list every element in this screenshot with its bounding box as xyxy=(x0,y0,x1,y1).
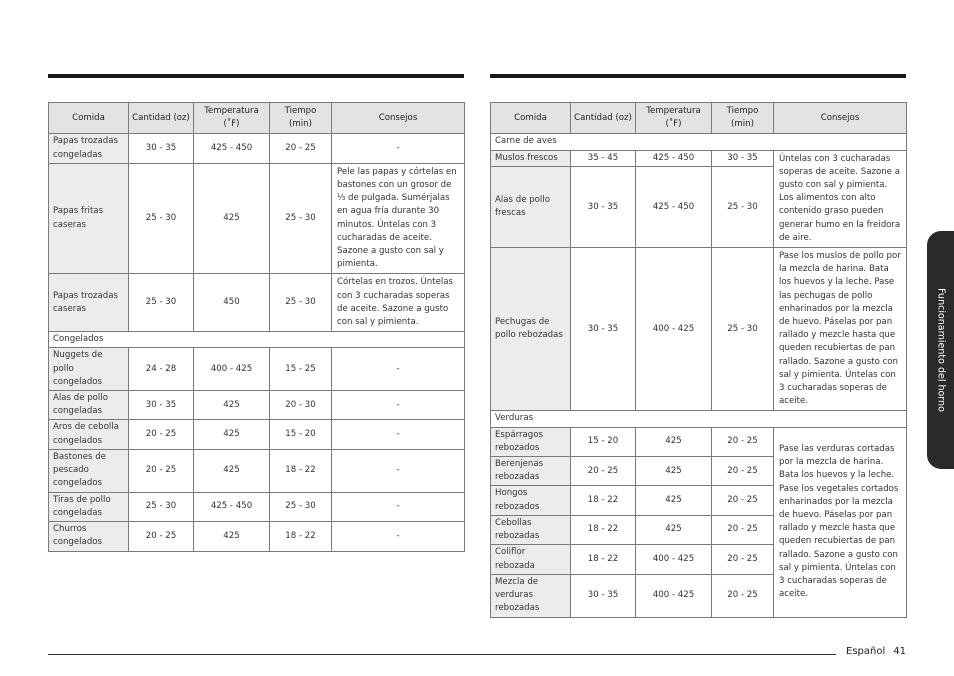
tips-cell: - xyxy=(332,492,465,521)
food-cell: Churros congelados xyxy=(49,522,129,551)
header-quantity: Cantidad (oz) xyxy=(571,103,636,134)
food-cell: Bastones de pescado congelados xyxy=(49,449,129,492)
food-cell: Tiras de pollo congeladas xyxy=(49,492,129,521)
quantity-cell: 25 - 30 xyxy=(129,492,194,521)
tips-cell: Pase las verduras cortadas por la mezcla de harina. Bata los huevos y la leche. Pase los vegetales cortados enharinados por la mezcla de huevo. Páselas por pan rallado y mezcle hasta que queden recubiertas de pan rallado. Sazone a gusto con sal y pimienta. Úntelas con 3 cucharadas soperas de aceite. xyxy=(774,427,907,617)
table-row xyxy=(491,150,907,167)
food-cell: Nuggets de pollo congelados xyxy=(49,348,129,391)
temperature-cell: 425 - 450 xyxy=(636,167,712,248)
table-row xyxy=(49,522,465,551)
section-label: Verduras xyxy=(491,411,907,427)
temperature-cell: 450 xyxy=(194,274,270,332)
top-rule-left xyxy=(48,74,464,78)
food-cell: Espárragos rebozados xyxy=(491,427,571,456)
quantity-cell: 15 - 20 xyxy=(571,427,636,456)
header-tips: Consejos xyxy=(332,103,465,134)
food-cell: Alas de pollo congeladas xyxy=(49,391,129,420)
quantity-cell: 30 - 35 xyxy=(129,134,194,163)
table-row xyxy=(49,492,465,521)
section-row xyxy=(491,411,907,427)
tips-cell: - xyxy=(332,420,465,449)
temperature-cell: 400 - 425 xyxy=(636,545,712,574)
section-label: Carne de aves xyxy=(491,134,907,150)
table-row xyxy=(491,248,907,411)
time-cell: 25 - 30 xyxy=(270,163,332,274)
table-row xyxy=(49,134,465,163)
quantity-cell: 25 - 30 xyxy=(129,163,194,274)
tips-cell: - xyxy=(332,391,465,420)
tips-cell: Pele las papas y córtelas en bastones con un grosor de ⅓ de pulgada. Sumérjalas en agua fría durante 30 minutos. Úntelas con 3 cucharadas de aceite. Sazone a gusto con sal y pimienta. xyxy=(332,163,465,274)
header-time: Tiempo (min) xyxy=(270,103,332,134)
time-cell: 20 - 25 xyxy=(712,486,774,515)
quantity-cell: 20 - 25 xyxy=(129,449,194,492)
quantity-cell: 30 - 35 xyxy=(571,248,636,411)
header-tips: Consejos xyxy=(774,103,907,134)
quantity-cell: 30 - 35 xyxy=(571,574,636,617)
time-cell: 20 - 25 xyxy=(712,574,774,617)
food-cell: Cebollas rebozadas xyxy=(491,515,571,544)
tips-cell: Úntelas con 3 cucharadas soperas de aceite. Sazone a gusto con sal y pimienta. Los alimentos con alto contenido graso pueden generar humo en la freidora de aire. xyxy=(774,150,907,247)
food-cell: Berenjenas rebozadas xyxy=(491,457,571,486)
cooking-table-left xyxy=(48,102,465,552)
cooking-table-right xyxy=(490,102,907,618)
section-row xyxy=(49,332,465,348)
food-cell: Hongos rebozados xyxy=(491,486,571,515)
footer-language: Español xyxy=(846,646,886,657)
quantity-cell: 30 - 35 xyxy=(571,167,636,248)
food-cell: Aros de cebolla congelados xyxy=(49,420,129,449)
temperature-cell: 425 xyxy=(636,427,712,456)
chapter-side-tab xyxy=(927,231,954,469)
temperature-cell: 400 - 425 xyxy=(636,248,712,411)
time-cell: 25 - 30 xyxy=(712,248,774,411)
section-label: Congelados xyxy=(49,332,465,348)
quantity-cell: 20 - 25 xyxy=(129,522,194,551)
food-cell: Alas de pollo frescas xyxy=(491,167,571,248)
food-cell: Papas trozadas caseras xyxy=(49,274,129,332)
time-cell: 30 - 35 xyxy=(712,150,774,167)
tips-cell: - xyxy=(332,449,465,492)
time-cell: 18 - 22 xyxy=(270,449,332,492)
temperature-cell: 425 xyxy=(636,486,712,515)
temperature-cell: 425 xyxy=(636,515,712,544)
header-temperature: Temperatura (˚F) xyxy=(194,103,270,134)
table-row xyxy=(49,163,465,274)
temperature-cell: 425 xyxy=(194,391,270,420)
table-row xyxy=(49,348,465,391)
time-cell: 18 - 22 xyxy=(270,522,332,551)
footer xyxy=(846,646,906,657)
table-row xyxy=(49,420,465,449)
quantity-cell: 24 - 28 xyxy=(129,348,194,391)
food-cell: Pechugas de pollo rebozadas xyxy=(491,248,571,411)
food-cell: Mezcla de verduras rebozadas xyxy=(491,574,571,617)
tips-cell: - xyxy=(332,134,465,163)
table-header-row xyxy=(49,103,465,134)
header-quantity: Cantidad (oz) xyxy=(129,103,194,134)
temperature-cell: 425 xyxy=(194,449,270,492)
quantity-cell: 35 - 45 xyxy=(571,150,636,167)
food-cell: Papas trozadas congeladas xyxy=(49,134,129,163)
food-cell: Coliflor rebozada xyxy=(491,545,571,574)
temperature-cell: 425 xyxy=(194,163,270,274)
temperature-cell: 425 xyxy=(194,420,270,449)
time-cell: 20 - 25 xyxy=(712,515,774,544)
food-cell: Papas fritas caseras xyxy=(49,163,129,274)
time-cell: 20 - 25 xyxy=(712,427,774,456)
tips-cell: Pase los muslos de pollo por la mezcla de harina. Bata los huevos y la leche. Pase las pechugas de pollo enharinados por la mezcla de huevo. Páselas por pan rallado y mezcle hasta que queden recubiertas de pan rallado. Sazone a gusto con sal y pimienta. Úntelas con 3 cucharadas soperas de aceite. xyxy=(774,248,907,411)
temperature-cell: 425 - 450 xyxy=(636,150,712,167)
quantity-cell: 18 - 22 xyxy=(571,515,636,544)
table-header-row xyxy=(491,103,907,134)
time-cell: 25 - 30 xyxy=(270,492,332,521)
quantity-cell: 30 - 35 xyxy=(129,391,194,420)
temperature-cell: 425 - 450 xyxy=(194,134,270,163)
quantity-cell: 20 - 25 xyxy=(571,457,636,486)
time-cell: 20 - 25 xyxy=(712,457,774,486)
chapter-tab-label: Funcionamiento del horno xyxy=(935,288,946,412)
quantity-cell: 25 - 30 xyxy=(129,274,194,332)
tips-cell: - xyxy=(332,348,465,391)
header-temperature: Temperatura (˚F) xyxy=(636,103,712,134)
quantity-cell: 20 - 25 xyxy=(129,420,194,449)
time-cell: 25 - 30 xyxy=(270,274,332,332)
time-cell: 15 - 25 xyxy=(270,348,332,391)
section-row xyxy=(491,134,907,150)
quantity-cell: 18 - 22 xyxy=(571,545,636,574)
temperature-cell: 425 - 450 xyxy=(194,492,270,521)
page-number: 41 xyxy=(893,646,906,657)
top-rule-right xyxy=(490,74,906,78)
tips-cell: - xyxy=(332,522,465,551)
temperature-cell: 400 - 425 xyxy=(194,348,270,391)
tips-cell: Córtelas en trozos. Úntelas con 3 cucharadas soperas de aceite. Sazone a gusto con sal y pimienta. xyxy=(332,274,465,332)
food-cell: Muslos frescos xyxy=(491,150,571,167)
table-row xyxy=(49,449,465,492)
time-cell: 15 - 20 xyxy=(270,420,332,449)
header-food: Comida xyxy=(49,103,129,134)
time-cell: 25 - 30 xyxy=(712,167,774,248)
header-food: Comida xyxy=(491,103,571,134)
header-time: Tiempo (min) xyxy=(712,103,774,134)
time-cell: 20 - 25 xyxy=(270,134,332,163)
temperature-cell: 400 - 425 xyxy=(636,574,712,617)
table-row xyxy=(49,391,465,420)
temperature-cell: 425 xyxy=(194,522,270,551)
footer-rule xyxy=(48,654,836,655)
table-row xyxy=(491,427,907,456)
temperature-cell: 425 xyxy=(636,457,712,486)
table-row xyxy=(49,274,465,332)
time-cell: 20 - 30 xyxy=(270,391,332,420)
time-cell: 20 - 25 xyxy=(712,545,774,574)
quantity-cell: 18 - 22 xyxy=(571,486,636,515)
